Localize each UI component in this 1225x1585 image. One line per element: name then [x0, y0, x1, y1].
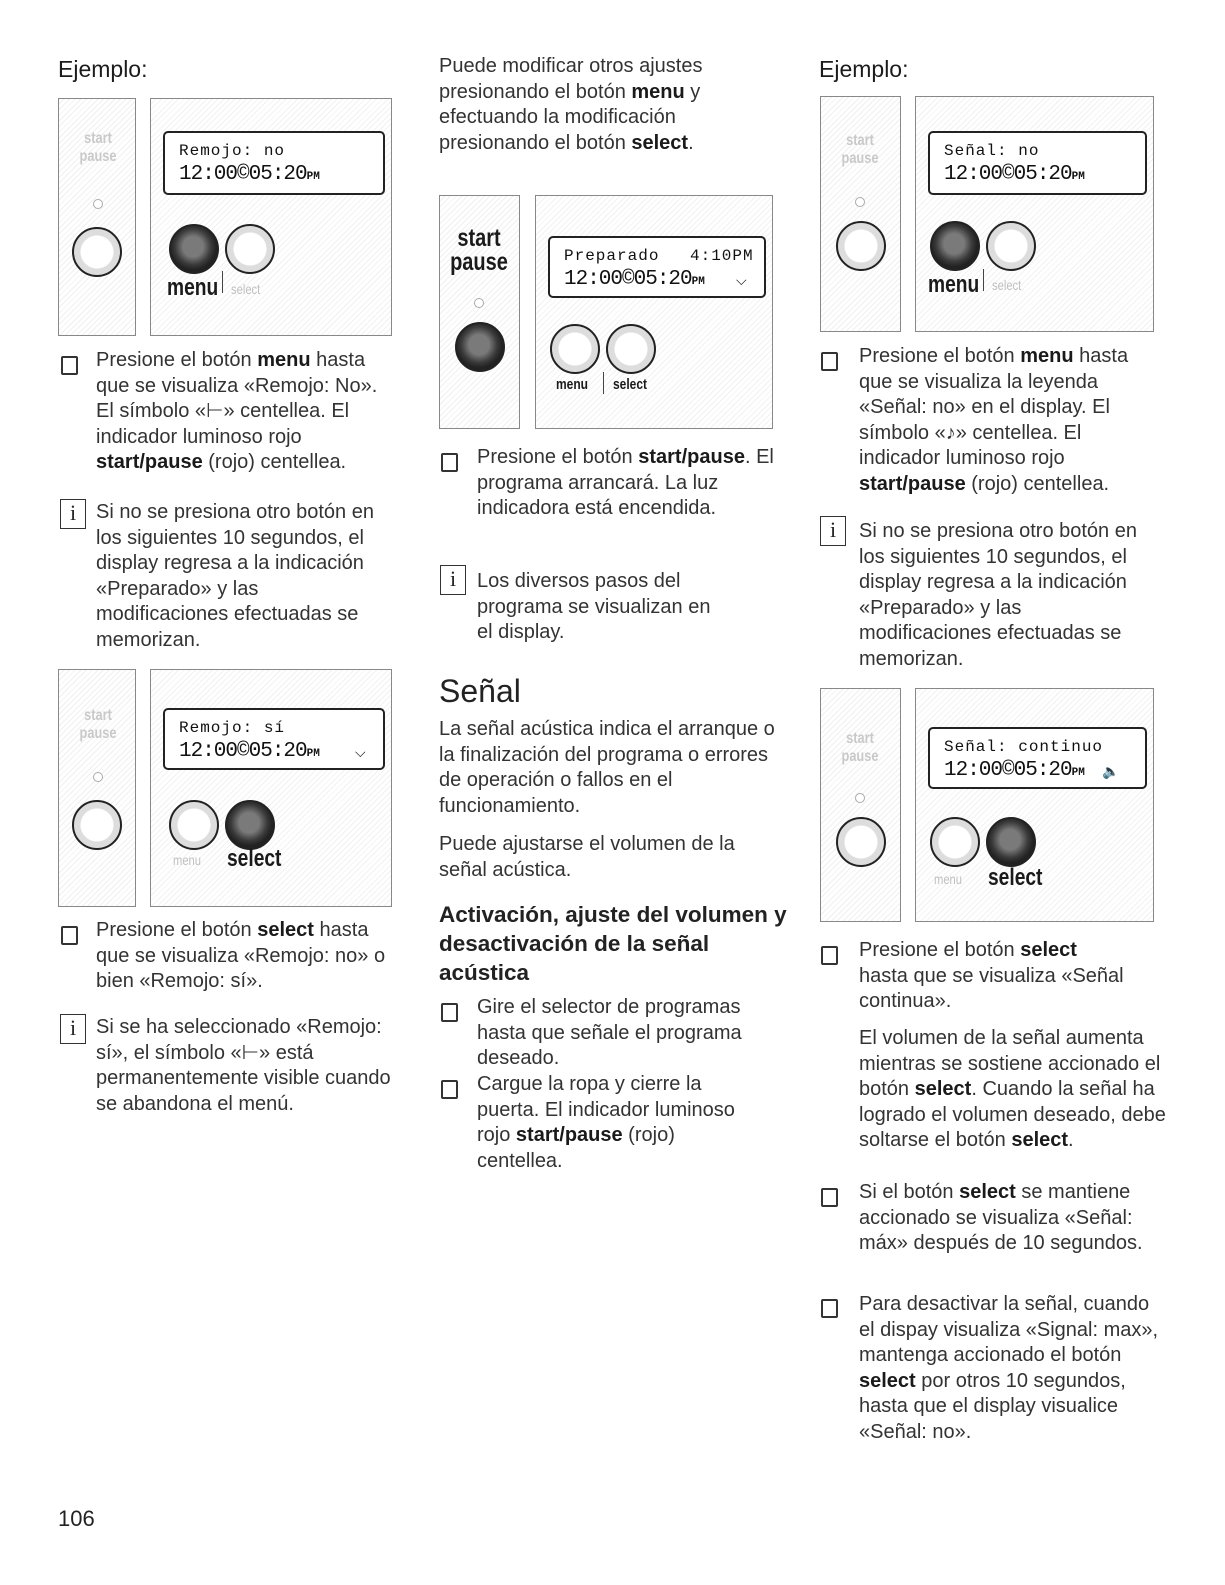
page-number: 106 [58, 1506, 95, 1531]
display-line-2: 12:00©05:20PM [564, 268, 705, 291]
display-line-1: Preparado [564, 247, 660, 265]
select-knob [606, 324, 656, 374]
display-line-2: 12:00©05:20PM [179, 740, 320, 763]
step-text: Presione el botón menu hasta que se visualiza «Remojo: No». El símbolo «⊢» centellea. El indicador luminoso rojo start/pause (rojo) centellea. [96, 349, 378, 474]
pause-label: pause [79, 148, 117, 165]
example-heading: Ejemplo: [819, 56, 909, 82]
control-panel-illustration [820, 96, 1154, 330]
checkbox-icon [61, 356, 78, 375]
select-label: select [988, 864, 1043, 891]
display-panel [915, 688, 1154, 922]
step-text: Si el botón select se mantiene accionado se visualiza «Señal: máx» después de 10 segundos. [859, 1181, 1143, 1255]
start-label: start [84, 130, 112, 147]
select-label: select [231, 281, 261, 297]
menu-label: menu [167, 274, 219, 301]
control-panel-illustration [439, 195, 773, 427]
subheading: Activación, ajuste del volumen y desactivación de la señal acústica [439, 902, 787, 985]
indicator-led [474, 298, 484, 308]
select-knob [986, 221, 1036, 271]
display-line-1: Señal: no [944, 142, 1040, 160]
display-line-2: 12:00©05:20PM [944, 759, 1085, 782]
lcd-display [163, 708, 385, 770]
info-icon: i [60, 1014, 86, 1044]
select-knob [225, 224, 275, 274]
control-panel-illustration [58, 669, 392, 905]
info-text: Si no se presiona otro botón en los siguientes 10 segundos, el display regresa a la indicación «Preparado» y las modificaciones efectuadas se memorizan. [859, 520, 1137, 670]
checkbox-icon [441, 453, 458, 472]
info-text: Si se ha seleccionado «Remojo: sí», el símbolo «⊢» está permanentemente visible cuando se abandona el menú. [96, 1016, 391, 1115]
paragraph: El volumen de la señal aumenta mientras se sostiene accionado el botón select. Cuando la señal ha logrado el volumen deseado, debe soltarse el botón select. [859, 1027, 1166, 1152]
checkbox-icon [61, 926, 78, 945]
menu-knob [169, 800, 219, 850]
speaker-icon: 🔈 [1102, 763, 1120, 779]
start-pause-panel [820, 96, 901, 332]
select-knob [986, 817, 1036, 867]
menu-label: menu [934, 871, 963, 887]
display-panel [150, 669, 392, 907]
step-text: Presione el botón menu hasta que se visualiza la leyenda «Señal: no» en el display. El símbolo «♪» centellea. El indicador luminoso rojo start/pause (rojo) centellea. [859, 345, 1129, 495]
start-pause-panel [58, 669, 136, 907]
menu-label: menu [928, 271, 980, 298]
select-label: select [227, 845, 282, 872]
indicator-led [855, 793, 865, 803]
start-pause-knob [455, 322, 505, 372]
pause-label: pause [841, 748, 879, 765]
menu-label: menu [173, 852, 202, 868]
soak-icon: ⌵ [355, 744, 366, 760]
paragraph: Puede ajustarse el volumen de la señal acústica. [439, 833, 735, 881]
display-panel [915, 96, 1154, 332]
start-label: start [846, 132, 874, 149]
pause-label: pause [841, 150, 879, 167]
checkbox-icon [821, 1188, 838, 1207]
lcd-display [163, 131, 385, 195]
step-text: Cargue la ropa y cierre la puerta. El indicador luminoso rojo start/pause (rojo) centellea. [477, 1073, 735, 1172]
menu-knob [169, 224, 219, 274]
lcd-display [928, 727, 1147, 789]
start-pause-panel [820, 688, 901, 922]
start-label: start [84, 707, 112, 724]
control-panel-illustration [58, 98, 392, 334]
display-line-1: Señal: continuo [944, 738, 1104, 756]
display-panel [150, 98, 392, 336]
pause-label: pause [450, 248, 508, 276]
step-text: Presione el botón start/pause. El programa arrancará. La luz indicadora está encendida. [477, 446, 774, 520]
info-text: Los diversos pasos del programa se visualizan en el display. [477, 570, 711, 644]
menu-knob [930, 817, 980, 867]
info-icon: i [440, 565, 466, 595]
display-line-2: 12:00©05:20PM [179, 163, 320, 186]
lcd-display [928, 131, 1147, 195]
display-line-1: Remojo: sí [179, 719, 286, 737]
label-separator [983, 269, 984, 291]
start-pause-knob [72, 227, 122, 277]
section-title: Señal [439, 673, 521, 709]
label-separator [222, 271, 223, 293]
start-pause-knob [836, 221, 886, 271]
info-icon: i [60, 499, 86, 529]
start-pause-knob [836, 817, 886, 867]
step-text: Presione el botón select hasta que se visualiza «Remojo: no» o bien «Remojo: sí». [96, 919, 386, 993]
start-pause-knob [72, 800, 122, 850]
checkbox-icon [821, 1299, 838, 1318]
step-text: Presione el botón select hasta que se visualiza «Señal continua». [859, 939, 1124, 1013]
display-time: 4:10PM [690, 247, 754, 265]
soak-icon: ⌵ [736, 272, 747, 288]
checkbox-icon [821, 946, 838, 965]
start-pause-panel [58, 98, 136, 336]
menu-knob [550, 324, 600, 374]
intro-text: Puede modificar otros ajustes presionando el botón menu y efectuando la modificación presionando el botón select. [439, 55, 703, 154]
info-text: Si no se presiona otro botón en los siguientes 10 segundos, el display regresa a la indicación «Preparado» y las modificaciones efectuadas se memorizan. [96, 501, 374, 651]
display-panel [535, 195, 773, 429]
pause-label: pause [79, 725, 117, 742]
start-label: start [846, 730, 874, 747]
indicator-led [93, 199, 103, 209]
select-label: select [613, 376, 648, 393]
paragraph: La señal acústica indica el arranque o la finalización del programa o errores de operación o fallos en el funcionamiento. [439, 718, 775, 817]
display-line-2: 12:00©05:20PM [944, 163, 1085, 186]
indicator-led [93, 772, 103, 782]
step-text: Gire el selector de programas hasta que señale el programa deseado. [477, 996, 742, 1070]
start-pause-panel [439, 195, 520, 429]
checkbox-icon [441, 1003, 458, 1022]
indicator-led [855, 197, 865, 207]
control-panel-illustration [820, 688, 1154, 920]
menu-knob [930, 221, 980, 271]
step-text: Para desactivar la señal, cuando el dispay visualiza «Signal: max», mantenga accionado el botón select por otros 10 segundos, hasta que el display visualice «Señal: no». [859, 1293, 1159, 1443]
select-label: select [992, 277, 1022, 293]
menu-label: menu [556, 376, 589, 393]
display-line-1: Remojo: no [179, 142, 286, 160]
label-separator [603, 372, 604, 394]
start-label: start [457, 224, 501, 252]
lcd-display [548, 236, 766, 298]
example-heading: Ejemplo: [58, 56, 148, 82]
checkbox-icon [441, 1080, 458, 1099]
info-icon: i [820, 516, 846, 546]
checkbox-icon [821, 352, 838, 371]
select-knob [225, 800, 275, 850]
